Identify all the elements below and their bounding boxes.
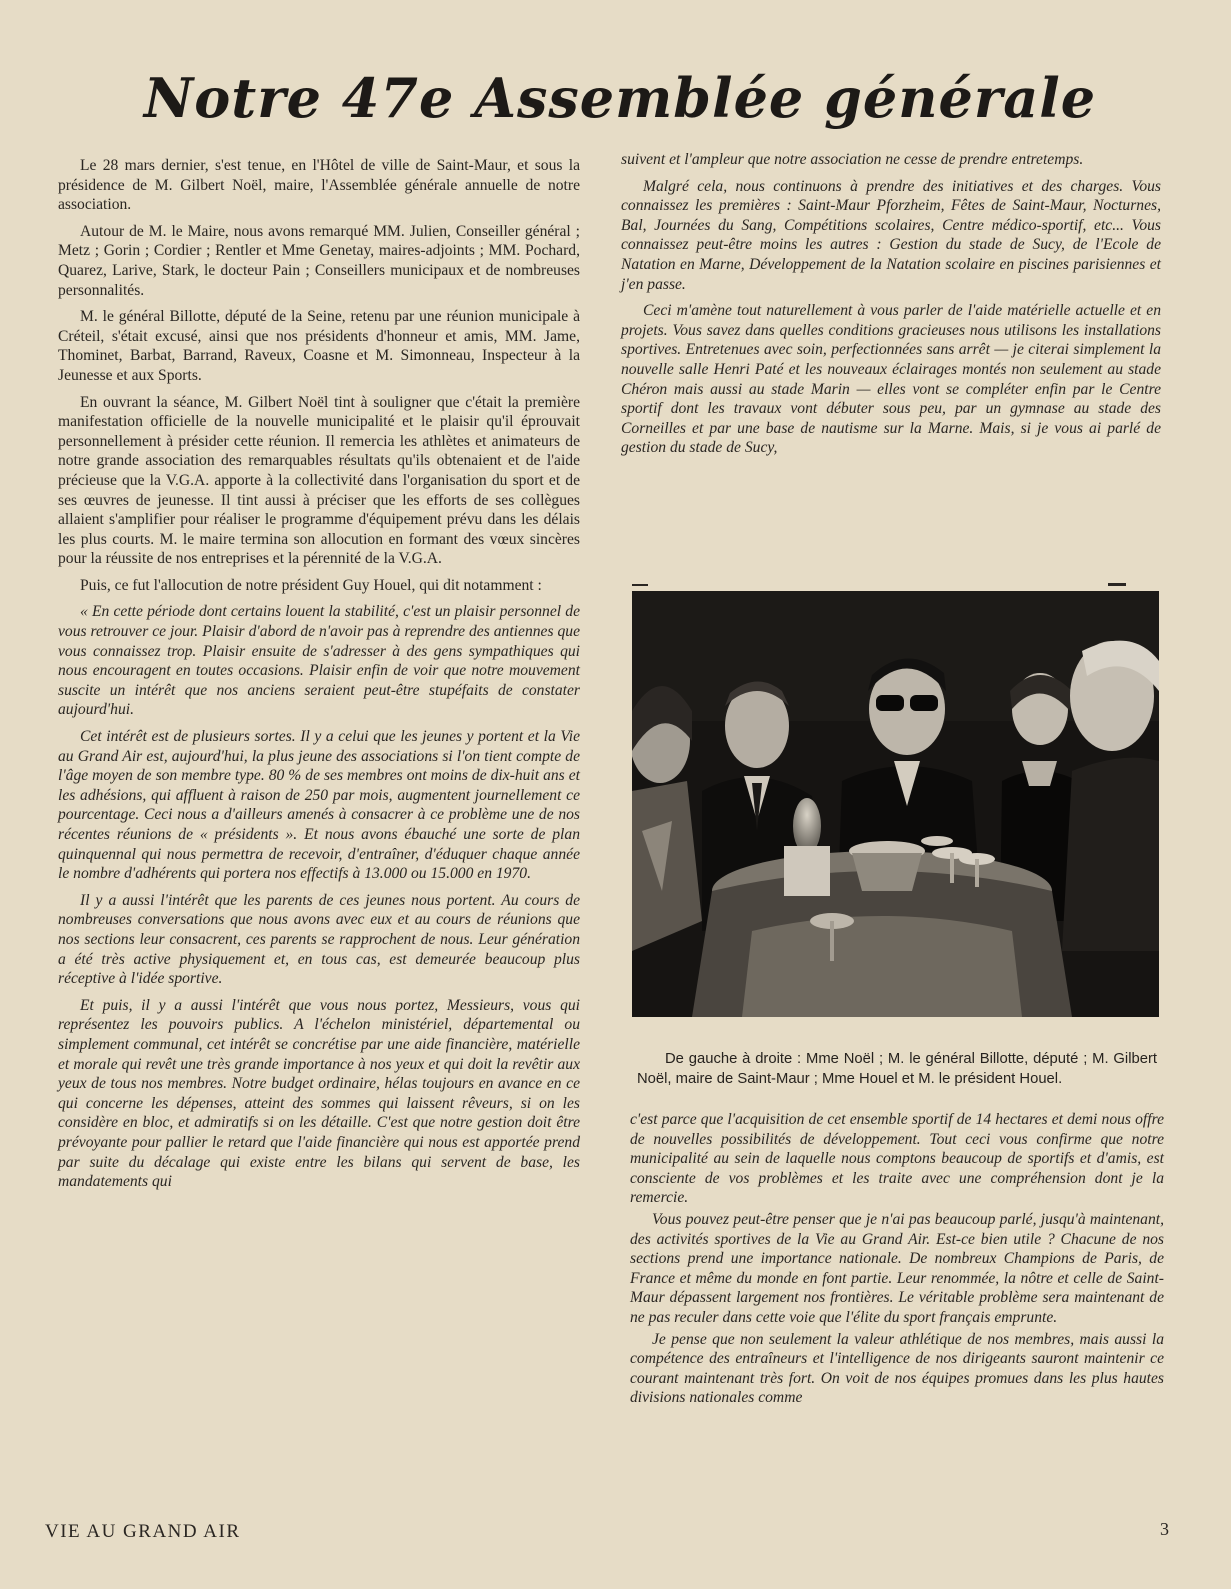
paragraph: En ouvrant la séance, M. Gilbert Noël tint à souligner que c'était la première manifestation officielle de la nouvelle municipalité et le plaisir qu'il éprouvait personnellement à présider cette réunion. Il remercia les athlètes et animateurs de notre grande association des remarquables résultats qu'ils obtenaient et de l'aide précieuse que la V.G.A. apporte à la collectivité dans l'organisation du sport et de ses œuvres de jeunesse. Il tint aussi à préciser que les efforts de ses collègues allaient s'amplifier pour réaliser le programme d'équipement prévu dans les délais les plus courts. M. le maire termina son allocution en formant des vœux sincères pour la réussite de nos entreprises et la pérennité de la V.G.A. [58, 393, 580, 568]
quote-paragraph: suivent et l'ampleur que notre association ne cesse de prendre entretemps. [621, 151, 1084, 168]
photo-illustration [632, 591, 1159, 1017]
quote-paragraph: Je pense que non seulement la valeur athlétique de nos membres, mais aussi la compétence des entraîneurs et l'intelligence de nos dirigeants sauront maintenir ce courant maintenant très fort. On voit de nos équipes promues dans les plus hautes divisions nationales comme [630, 1330, 1164, 1407]
paragraph: M. le général Billotte, député de la Seine, retenu par une réunion municipale à Créteil, s'était excusé, ainsi que nos présidents d'honneur et amis, MM. Jame, Thominet, Barbat, Barrand, Raveux, Coasne et M. Simonneau, Inspecteur à la Jeunesse et aux Sports. [58, 308, 580, 384]
divider-right [1108, 583, 1126, 586]
group-photo [632, 591, 1159, 1017]
quote-paragraph: Il y a aussi l'intérêt que les parents de ces jeunes nous portent. Au cours de nombreuses conversations que nous avons avec eux et au cours de réunions que nos sections leur consacrent, ces parents se rapprochent de nous. Leur génération a été très active physiquement et, en tous cas, est demeurée beaucoup plus réceptive à l'idée sportive. [58, 891, 580, 988]
quote-paragraph: Malgré cela, nous continuons à prendre des initiatives et des charges. Vous connaissez les premières : Saint-Maur Pforzheim, Fêtes de Saint-Maur, Nocturnes, Bal, Journées du Sang, Compétitions scolaires, Centre médico-sportif, etc... Vous connaissez peut-être moins les autres : Gestion du stade de Sucy, de l'Ecole de Natation en Marne, Développement de la Natation scolaire en piscines parisiennes et j'en passe. [621, 177, 1161, 293]
photo-caption: De gauche à droite : Mme Noël ; M. le général Billotte, député ; M. Gilbert Noël, maire de Saint-Maur ; Mme Houel et M. le président Houel. [637, 1050, 1157, 1087]
right-column-bottom [630, 1110, 1164, 1410]
divider-left [632, 584, 648, 586]
quote-paragraph: Et puis, il y a aussi l'intérêt que vous nous portez, Messieurs, vous qui représentez les pouvoirs publics. A l'échelon ministériel, départemental ou simplement communal, cet intérêt se concrétise par une aide financière, matérielle et morale qui revêt une très grande importance à nos yeux et qui doit la revêtir aux yeux de tous nos membres. Notre budget ordinaire, hélas toujours en avance en ce qui concerne les dépenses, atteint des sommes qui laissent rêveurs, si on les considère en bloc, et admiratifs si on les détaille. C'est que notre gestion doit être prévoyante pour pallier le retard que l'aide financière qui nous est apportée prend par suite du décalage qui existe entre les bilans qui servent de base, les mandatements qui [58, 996, 580, 1191]
left-column [58, 156, 580, 1199]
right-column-top [621, 150, 1161, 465]
quote-paragraph: Ceci m'amène tout naturellement à vous parler de l'aide matérielle actuelle et en projets. Vous savez dans quelles conditions gracieuses nous utilisons les installations sportives. Entretenues avec soin, perfectionnées sans arrêt — je citerai simplement la nouvelle salle Henri Paté et les nouveaux éclairages montés non seulement au stade Chéron mais aussi au stade Marin — elles vont se compléter enfin par le Centre sportif dont les travaux vont débuter sous peu, par un gymnase au stade des Corneilles et par une base de nautisme sur la Marne. Mais, si je vous ai parlé de gestion du stade de Sucy, [621, 302, 1161, 457]
paragraph: Puis, ce fut l'allocution de notre président Guy Houel, qui dit notamment : [80, 576, 542, 594]
publication-name: VIE AU GRAND AIR [45, 1521, 241, 1542]
quote-paragraph: c'est parce que l'acquisition de cet ensemble sportif de 14 hectares et demi nous offre de nouvelles possibilités de développement. Tout ceci vous confirme que notre municipalité au sein de laquelle nous comptons beaucoup de sportifs et d'amis, est consciente de vos problèmes et les traite avec une compréhension dont je la remercie. [630, 1111, 1164, 1207]
page-number: 3 [1160, 1519, 1169, 1539]
quote-paragraph: Cet intérêt est de plusieurs sortes. Il y a celui que les jeunes y portent et la Vie au Grand Air est, aujourd'hui, la plus jeune des associations si l'on tient compte de l'âge moyen de son membre type. 80 % de ses membres ont moins de dix-huit ans et les adhésions, qui affluent à raison de 250 par mois, augmentent journellement ce pourcentage. Ceci nous a d'ailleurs amenés à consacrer à ce problème une de nos récentes réunions de « présidents ». Et nous avons ébauché une sorte de plan quinquennal qui nous permettra de recevoir, d'entraîner, d'éduquer chaque année le nombre d'adhérents qui portera nos effectifs à 13.000 ou 15.000 en 1970. [58, 728, 580, 883]
paragraph: Autour de M. le Maire, nous avons remarqué MM. Julien, Conseiller général ; Metz ; Gorin ; Cordier ; Rentler et Mme Genetay, maires-adjoints ; MM. Pochard, Quarez, Larive, Stark, le docteur Pain ; Conseillers municipaux et de nombreuses personnalités. [58, 222, 580, 299]
article-title: Notre 47e Assemblée générale [143, 66, 1097, 130]
paragraph: Le 28 mars dernier, s'est tenue, en l'Hôtel de ville de Saint-Maur, et sous la présidence de M. Gilbert Noël, maire, l'Assemblée générale annuelle de notre association. [58, 157, 580, 214]
quote-paragraph: « En cette période dont certains louent la stabilité, c'est un plaisir personnel de vous retrouver ce jour. Plaisir d'abord de n'avoir pas à reprendre des antiennes que vous connaissez trop. Plaisir ensuite de s'adresser à des gens sympathiques qui nous encouragent en toutes occasions. Plaisir enfin de voir que notre mouvement suscite un intérêt que nos anciens seraient peut-être stupéfaits de constater aujourd'hui. [58, 603, 580, 719]
quote-paragraph: Vous pouvez peut-être penser que je n'ai pas beaucoup parlé, jusqu'à maintenant, des activités sportives de la Vie au Grand Air. Est-ce bien utile ? Chacune de nos sections prend une importance nationale. De nombreux Champions de Paris, de France et même du monde en font partie. Leur renommée, la nôtre et celle de Saint-Maur dépassent largement nos frontières. Le véritable problème sera maintenant de ne pas reculer dans cette voie que l'élite du sport français emprunte. [630, 1210, 1164, 1326]
